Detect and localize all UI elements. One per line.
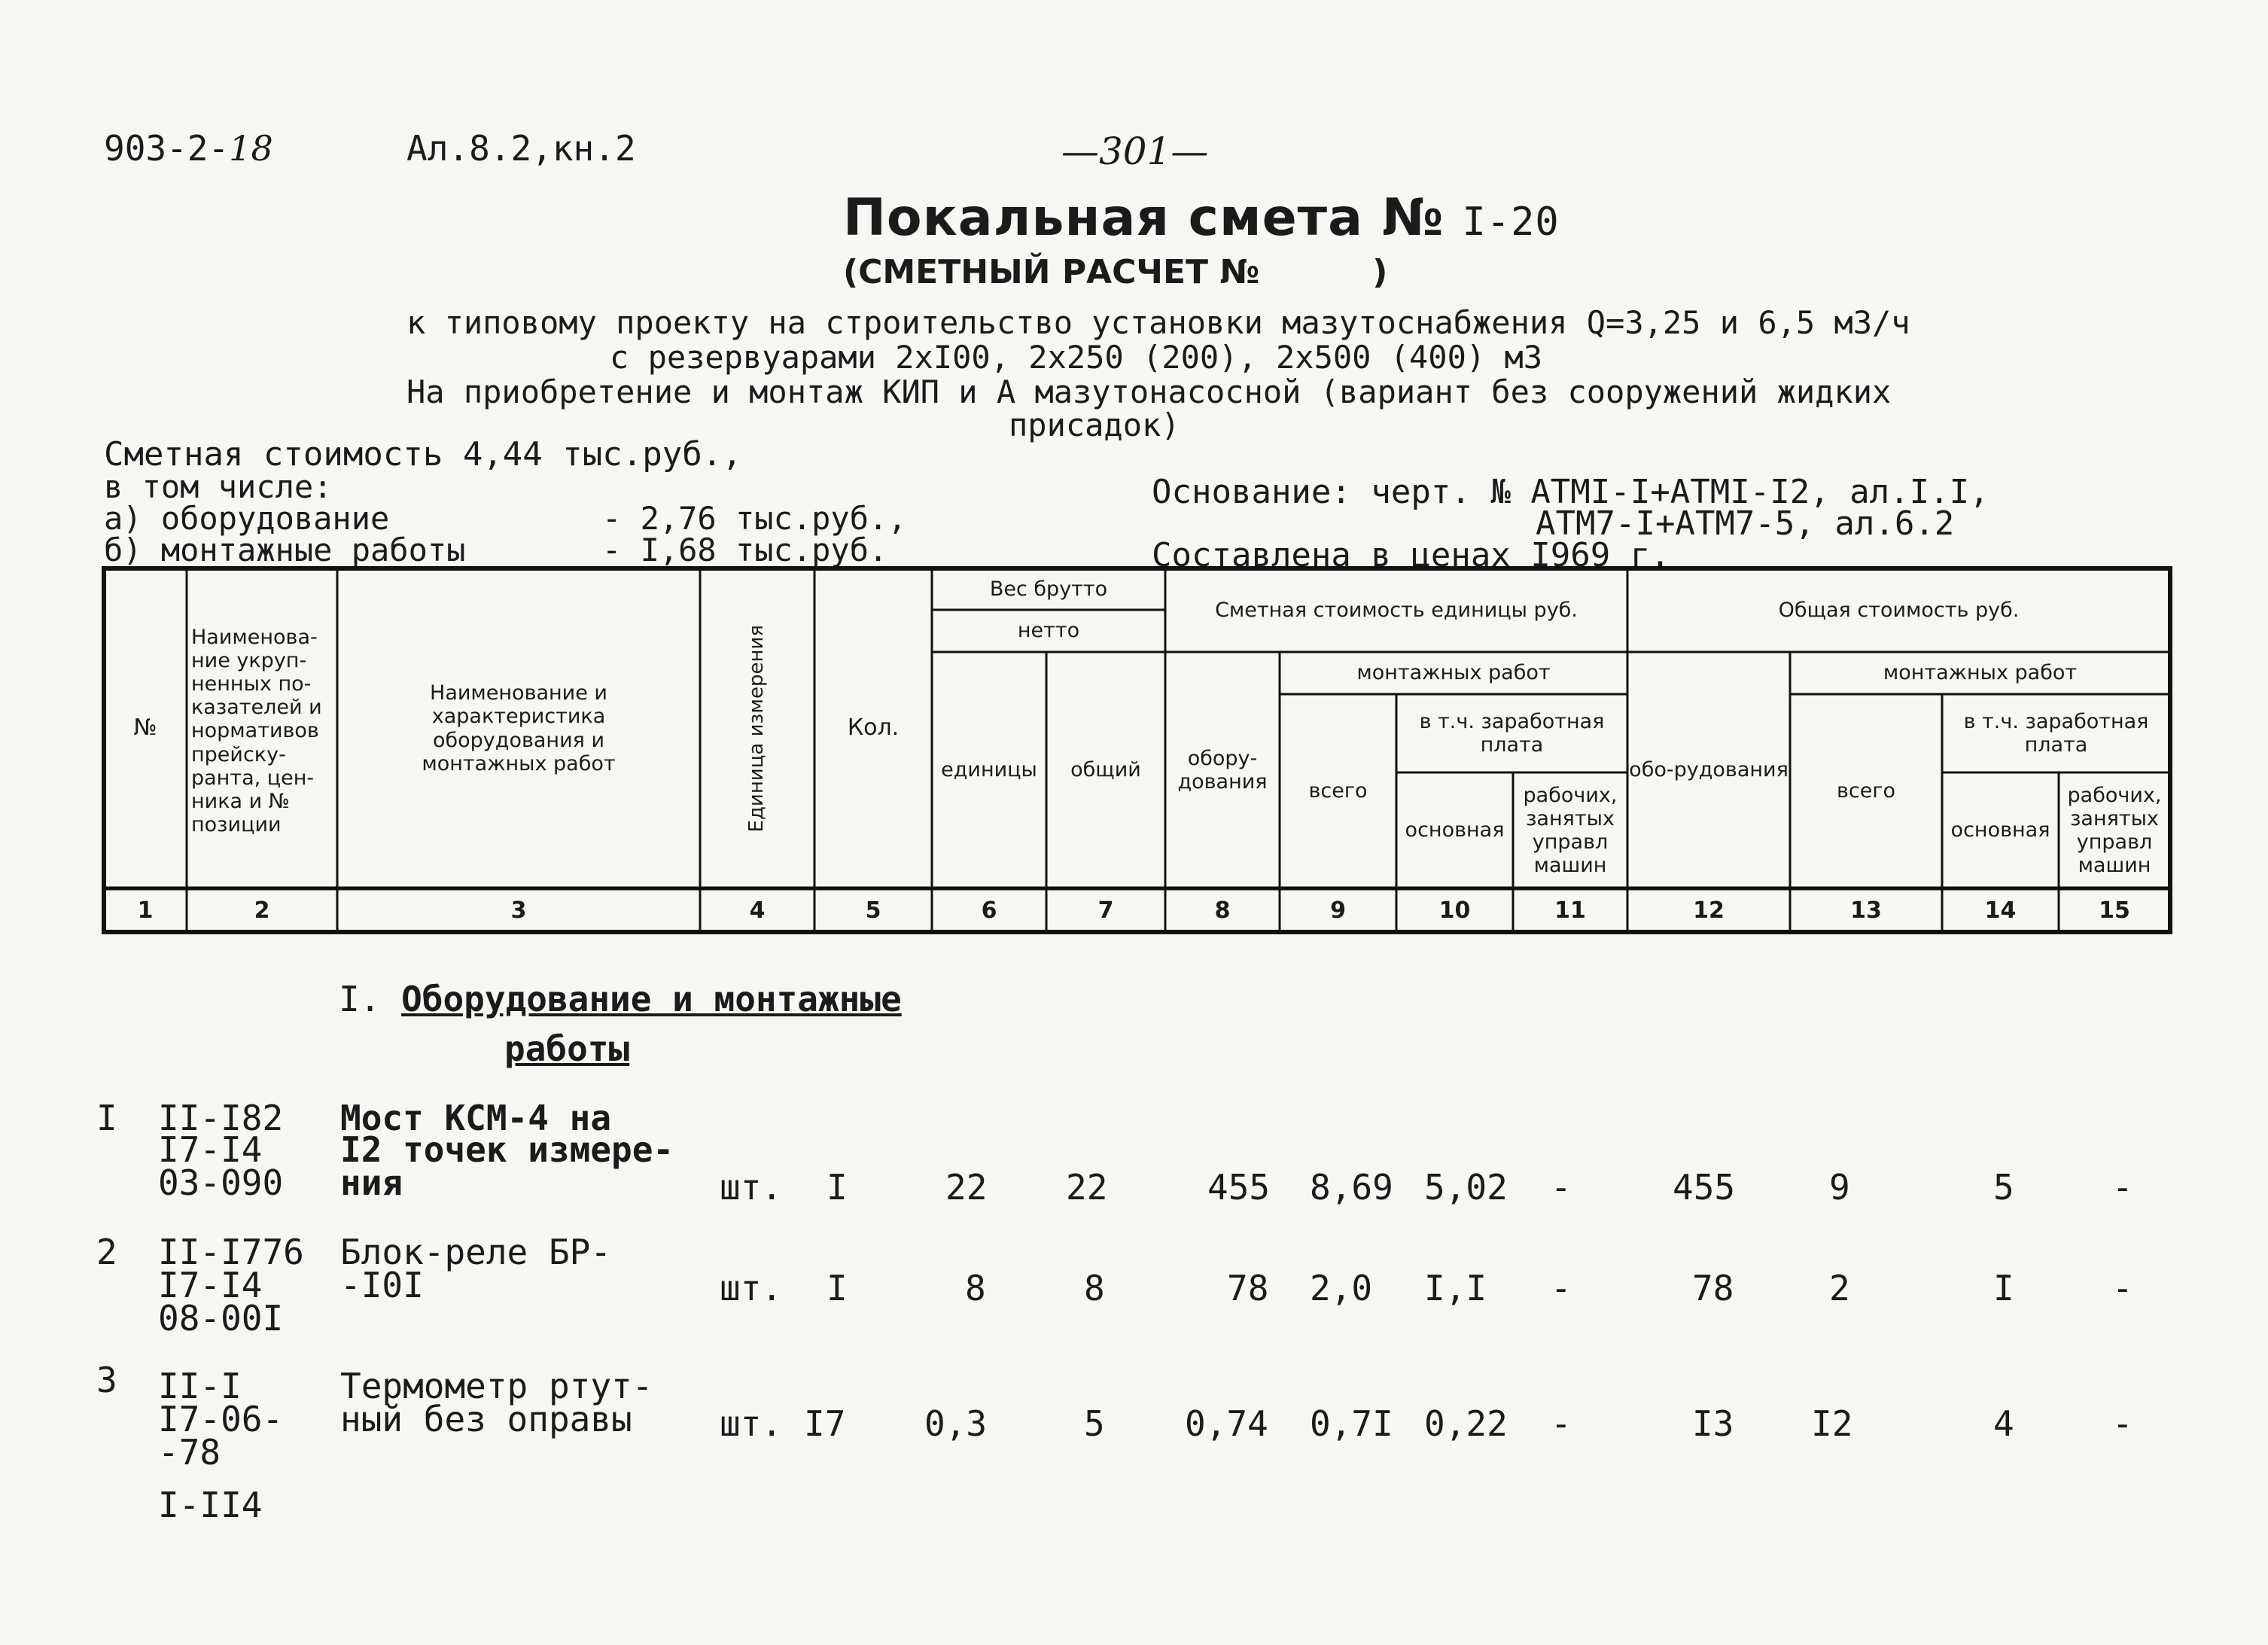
row-wage-total: 5 [1993, 1167, 2014, 1208]
basis-line-1: Основание: черт. № АТМI-I+АТМI-I2, ал.I.I, [1152, 473, 1989, 511]
row-equipment-unit: 78 [1227, 1268, 1269, 1308]
column-number: 9 [1330, 897, 1346, 924]
column-number: 11 [1554, 897, 1586, 924]
equipment-value: - 2,76 тыс.руб., [602, 500, 907, 537]
row-equipment-total: I3 [1692, 1403, 1734, 1444]
column-number: 7 [1097, 897, 1114, 924]
row-mounting-total: I2 [1811, 1403, 1853, 1444]
row-machine-unit: - [1551, 1268, 1572, 1308]
col-unit-wage-header: в т.ч. заработная плата [1419, 709, 1605, 757]
project-line-4: присадок) [1009, 407, 1180, 443]
album-reference: Ал.8.2,кн.2 [406, 128, 636, 169]
row-number: I [96, 1098, 117, 1138]
column-number: 10 [1438, 897, 1471, 924]
col-total-basic-header: основная [1950, 818, 2050, 842]
project-line-3: На приобретение и монтаж КИП и А мазутонасосной (вариант без сооружений жидких [406, 373, 1892, 410]
col-weight-net-header: нетто [1017, 619, 1080, 643]
row-unit: шт. [720, 1167, 783, 1208]
row-equipment-unit: 0,74 [1185, 1403, 1268, 1444]
row-machine-total: - [2112, 1403, 2133, 1444]
column-number: 14 [1984, 897, 2017, 924]
col-total-mounting-header: монтажных работ [1883, 661, 2078, 685]
row-quantity: I [827, 1167, 848, 1208]
row-code: -78 [158, 1432, 221, 1473]
col-unit-cost-header: Сметная стоимость единицы руб. [1215, 598, 1578, 622]
col-unit-equipment-header: обору-дования [1177, 746, 1268, 794]
column-number: 8 [1214, 897, 1231, 924]
row-description: ный без оправы [340, 1399, 632, 1439]
including-label: в том числе: [104, 468, 333, 505]
price-year: Составлена в ценах I969 г. [1152, 536, 1670, 574]
column-number: 12 [1693, 897, 1725, 924]
document-code: 903-2-18 [104, 128, 273, 169]
row-description: ния [340, 1162, 403, 1203]
row-code: 08-00I [158, 1298, 284, 1339]
row-quantity: I [827, 1268, 848, 1308]
column-number: 5 [865, 897, 881, 924]
col-total-cost-header: Общая стоимость руб. [1778, 598, 2020, 622]
row-weight-unit: 0,3 [924, 1403, 988, 1444]
col-quantity-header: Кол. [847, 714, 900, 742]
page-number: —301— [1061, 129, 1209, 173]
row-weight-total: 8 [1084, 1268, 1105, 1308]
column-number: 3 [510, 897, 527, 924]
row-code: II-I82 [158, 1098, 284, 1138]
row-wage-unit: I,I [1424, 1268, 1487, 1308]
row-code: II-I776 [158, 1232, 304, 1272]
row-machine-total: - [2112, 1167, 2133, 1208]
row-code: I7-06- [158, 1399, 284, 1439]
row-weight-unit: 22 [945, 1167, 988, 1208]
column-number: 13 [1850, 897, 1882, 924]
estimated-cost: Сметная стоимость 4,44 тыс.руб., [104, 435, 742, 474]
col-total-machine-header: рабочих, занятых управл машин [2067, 783, 2162, 878]
col-total-all-header: всего [1836, 779, 1896, 803]
row-unit: шт. [720, 1268, 783, 1308]
row-description: I2 точек измере- [340, 1129, 674, 1170]
row-mounting-unit: 8,69 [1310, 1167, 1393, 1208]
col-number-header: № [133, 714, 157, 742]
trailing-code: I-II4 [158, 1485, 263, 1525]
project-line-1: к типовому проекту на строительство установки мазутоснабжения Q=3,25 и 6,5 м3/ч [406, 304, 1910, 341]
document-subtitle: (СМЕТНЫЙ РАСЧЕТ № ) [843, 253, 1388, 291]
section-heading-cont: работы [504, 1028, 630, 1069]
row-equipment-total: 455 [1673, 1167, 1736, 1208]
row-wage-unit: 0,22 [1424, 1403, 1508, 1444]
row-weight-total: 22 [1066, 1167, 1108, 1208]
row-code: I7-I4 [158, 1265, 263, 1305]
mounting-value: - I,68 тыс.руб. [602, 532, 888, 568]
col-unit-basic-header: основная [1405, 818, 1505, 842]
row-machine-total: - [2112, 1268, 2133, 1308]
col-unit-header: Единица измерения [745, 624, 769, 833]
row-wage-total: I [1993, 1268, 2014, 1308]
row-mounting-unit: 0,7I [1310, 1403, 1393, 1444]
row-equipment-unit: 455 [1207, 1167, 1271, 1208]
row-wage-unit: 5,02 [1424, 1167, 1508, 1208]
row-number: 3 [96, 1360, 117, 1400]
col-unit-all-header: всего [1308, 779, 1368, 803]
col-description-header: Наименование и характеристика оборудования и монтажных работ [422, 681, 616, 775]
column-number: 4 [749, 897, 766, 924]
row-machine-unit: - [1551, 1403, 1572, 1444]
basis-line-2: АТМ7-I+АТМ7-5, ал.6.2 [1536, 504, 1955, 543]
row-mounting-unit: 2,0 [1310, 1268, 1373, 1308]
col-unit-mounting-header: монтажных работ [1356, 661, 1551, 685]
col-unit-machine-header: рабочих, занятых управл машин [1523, 783, 1618, 878]
equipment-label: а) оборудование [104, 500, 390, 537]
col-total-equipment-header: обо-рудования [1629, 758, 1789, 782]
row-unit: шт. [720, 1403, 783, 1444]
row-wage-total: 4 [1993, 1403, 2014, 1444]
column-number: 1 [137, 897, 154, 924]
row-number: 2 [96, 1232, 117, 1272]
column-number: 2 [254, 897, 270, 924]
section-heading: I. Оборудование и монтажные [339, 979, 902, 1019]
row-code: II-I [158, 1366, 242, 1406]
row-description: Мост КСМ-4 на [340, 1098, 612, 1138]
row-code: I7-I4 [158, 1129, 263, 1170]
row-description: Блок-реле БР- [340, 1232, 612, 1272]
row-code: 03-090 [158, 1162, 284, 1203]
row-weight-total: 5 [1084, 1403, 1105, 1444]
column-number: 6 [981, 897, 997, 924]
document-title: Покальная смета № I-20 [843, 188, 1560, 248]
row-equipment-total: 78 [1692, 1268, 1734, 1308]
col-total-wage-header: в т.ч. заработная плата [1963, 709, 2149, 757]
col-norms-header: Наименова-ние укруп-ненных по-казателей и нормативов прейску-ранта, цен-ника и № позиции [191, 626, 322, 836]
row-weight-unit: 8 [965, 1268, 986, 1308]
row-description: -I0I [340, 1265, 424, 1305]
col-weight-total-header: общий [1070, 758, 1141, 782]
row-mounting-total: 2 [1829, 1268, 1850, 1308]
row-machine-unit: - [1551, 1167, 1572, 1208]
col-weight-header: Вес брутто [989, 577, 1108, 601]
col-weight-unit-header: единицы [941, 758, 1037, 782]
project-line-2: с резервуарами 2хI00, 2х250 (200), 2х500 (400) м3 [610, 339, 1543, 376]
row-mounting-total: 9 [1829, 1167, 1850, 1208]
mounting-label: б) монтажные работы [104, 532, 466, 568]
column-number: 15 [2099, 897, 2130, 924]
row-description: Термометр ртут- [340, 1366, 653, 1406]
row-quantity: I7 [804, 1403, 846, 1444]
